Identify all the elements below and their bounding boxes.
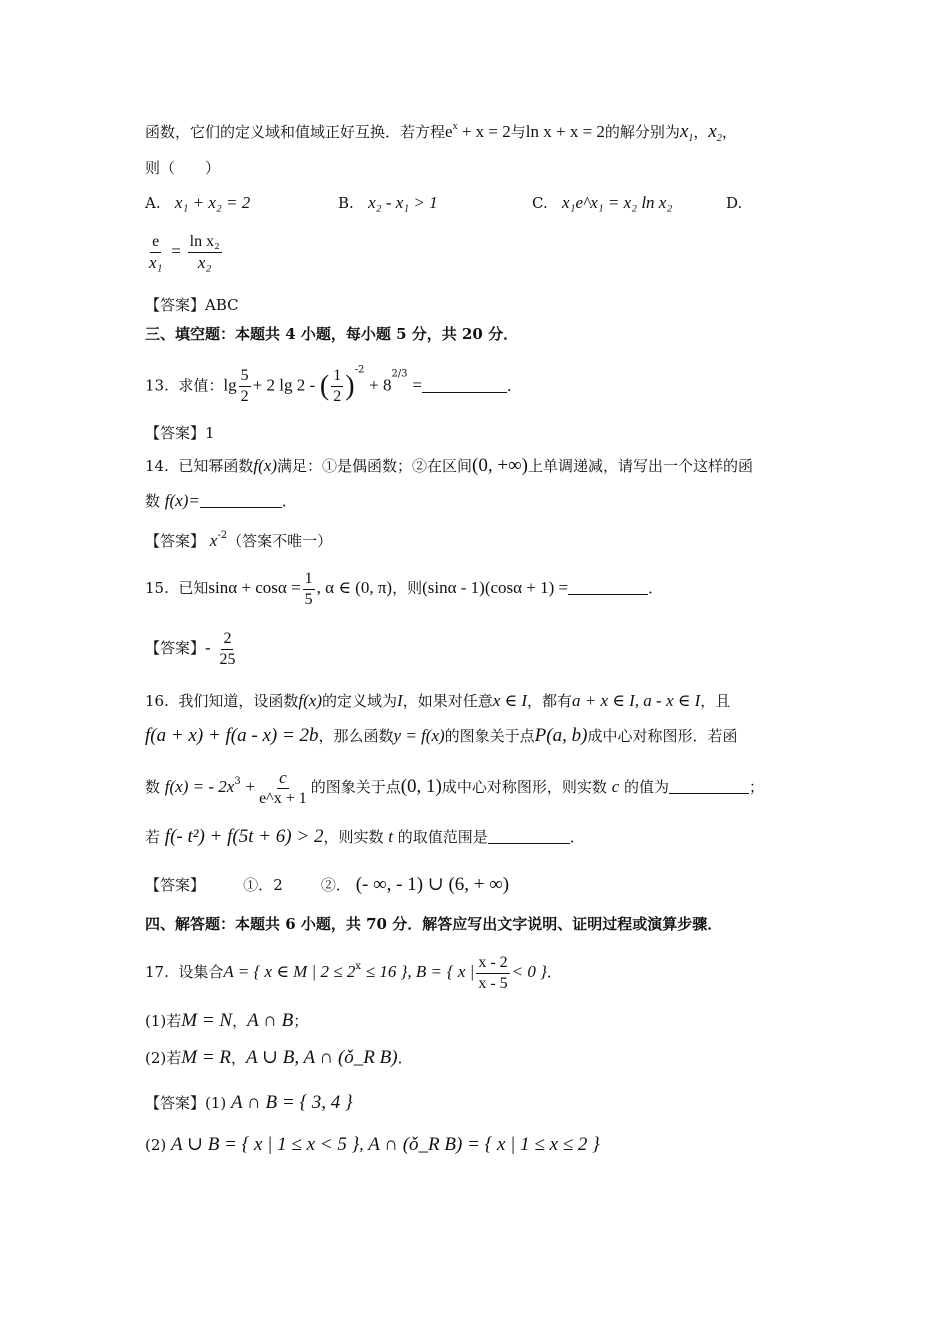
q16-blank-2 xyxy=(488,843,570,844)
q15-answer: 【答案】- $\frac{2}{25}$ xyxy=(145,629,236,668)
q14-answer: 【答案】 $x^{-2}$（答案不唯一） xyxy=(145,530,333,550)
q12-eq2: ln x + x = 2 xyxy=(525,122,605,141)
q12-x2: $x_2$ xyxy=(708,121,722,144)
q16-line1: 16. 我们知道，设函数f(x)的定义域为I，如果对任意x ∈ I，都有a + x ∈ I, a - x ∈ I，且 xyxy=(145,691,731,710)
q17-answer-2: (2) A ∪ B = { x | 1 ≤ x < 5 }, A ∩ (ǒ_R B) = { x | 1 ≤ x ≤ 2 } xyxy=(145,1134,600,1155)
q12-line1 xyxy=(145,121,737,143)
q12-option-d-label: D. xyxy=(726,194,743,212)
q17-answer-1: 【答案】(1) A ∩ B = { 3, 4 } xyxy=(145,1092,353,1113)
q16-answer: 【答案】 ①．2 ②． (- ∞, - 1) ∪ (6, + ∞) xyxy=(145,874,510,895)
section4-heading: 四、解答题：本题共 6 小题，共 70 分．解答应写出文字说明、证明过程或演算步骤． xyxy=(145,915,723,933)
q13-blank xyxy=(422,392,507,393)
q15: 15. 已知sinα + cosα = $\frac{1}{5}$ , α ∈ (0, π)，则(sinα - 1)(cosα + 1) = ． xyxy=(145,569,664,608)
q12-text: 函数，它们的定义域和值域正好互换．若方程 xyxy=(145,123,446,141)
q16-blank-1 xyxy=(669,793,749,794)
q12-text: 与 xyxy=(510,123,526,141)
q12-option-d: $\frac{e}{\text{x₁}}$ = $\frac{\text{ln x₂}}{\text{x₂}}$ xyxy=(149,233,220,272)
q13-answer: 【答案】1 xyxy=(145,424,215,442)
q14-line1: 14. 已知幂函数f(x)满足：①是偶函数；②在区间(0, +∞)上单调递减，请写出一个这样的函 xyxy=(145,455,753,476)
q12-option-c: C. x₁e^x₁ = x₂ ln x₂ xyxy=(532,193,673,212)
q12-sep: ， xyxy=(693,123,709,141)
section3-heading: 三、填空题：本题共 4 小题，每小题 5 分，共 20 分． xyxy=(145,325,519,343)
q17-part2: (2)若M = R，A ∪ B, A ∩ (ǒ_R B)． xyxy=(145,1047,413,1068)
q17: 17. 设集合A = { x ∈ M | $2 \le 2^x \le 16$ }, B = { x | $\frac{x - 2}{x - 5}$ < 0 }． xyxy=(145,953,562,992)
q17-part1: (1)若M = N，A ∩ B； xyxy=(145,1010,309,1031)
q12-option-a: A. x₁ + x₂ = 2 xyxy=(145,193,251,212)
q16-line4: 若 f(- t²) + f(5t + 6) > 2，则实数 t 的取值范围是 ． xyxy=(145,826,585,847)
q14-blank xyxy=(200,507,282,508)
q13: 13. 求值：lg $\frac{5}{2}$ + 2 lg 2 - ( $\frac{1}{2}$ )$^{-2} + 8^{2/3}$ = ． xyxy=(145,364,522,405)
q12-answer: 【答案】ABC xyxy=(145,296,239,314)
q12-option-b: B. x₂ - x₁ > 1 xyxy=(338,193,438,212)
q16-line2: f(a + x) + f(a - x) = 2b，那么函数y = f(x)的图象关于点P(a, b)成中心对称图形．若函 xyxy=(145,725,738,746)
q15-blank xyxy=(568,594,648,595)
q16-line3: 数 f(x) = - $2x^3$ + $\frac{c}{e\^{}x + 1}$ 的图象关于点(0, 1)成中心对称图形，则实数 c 的值为 ； xyxy=(145,767,765,807)
q12-eq1: $e^x + x = 2$ xyxy=(445,121,511,141)
q14-line2: 数 f(x)= ． xyxy=(145,491,297,510)
q12-line2: 则（ ） xyxy=(145,159,221,177)
q12-text: 的解分别为 xyxy=(604,123,680,141)
q12-tail: ， xyxy=(721,123,737,141)
q12-x1: $x_1$ xyxy=(679,121,694,144)
